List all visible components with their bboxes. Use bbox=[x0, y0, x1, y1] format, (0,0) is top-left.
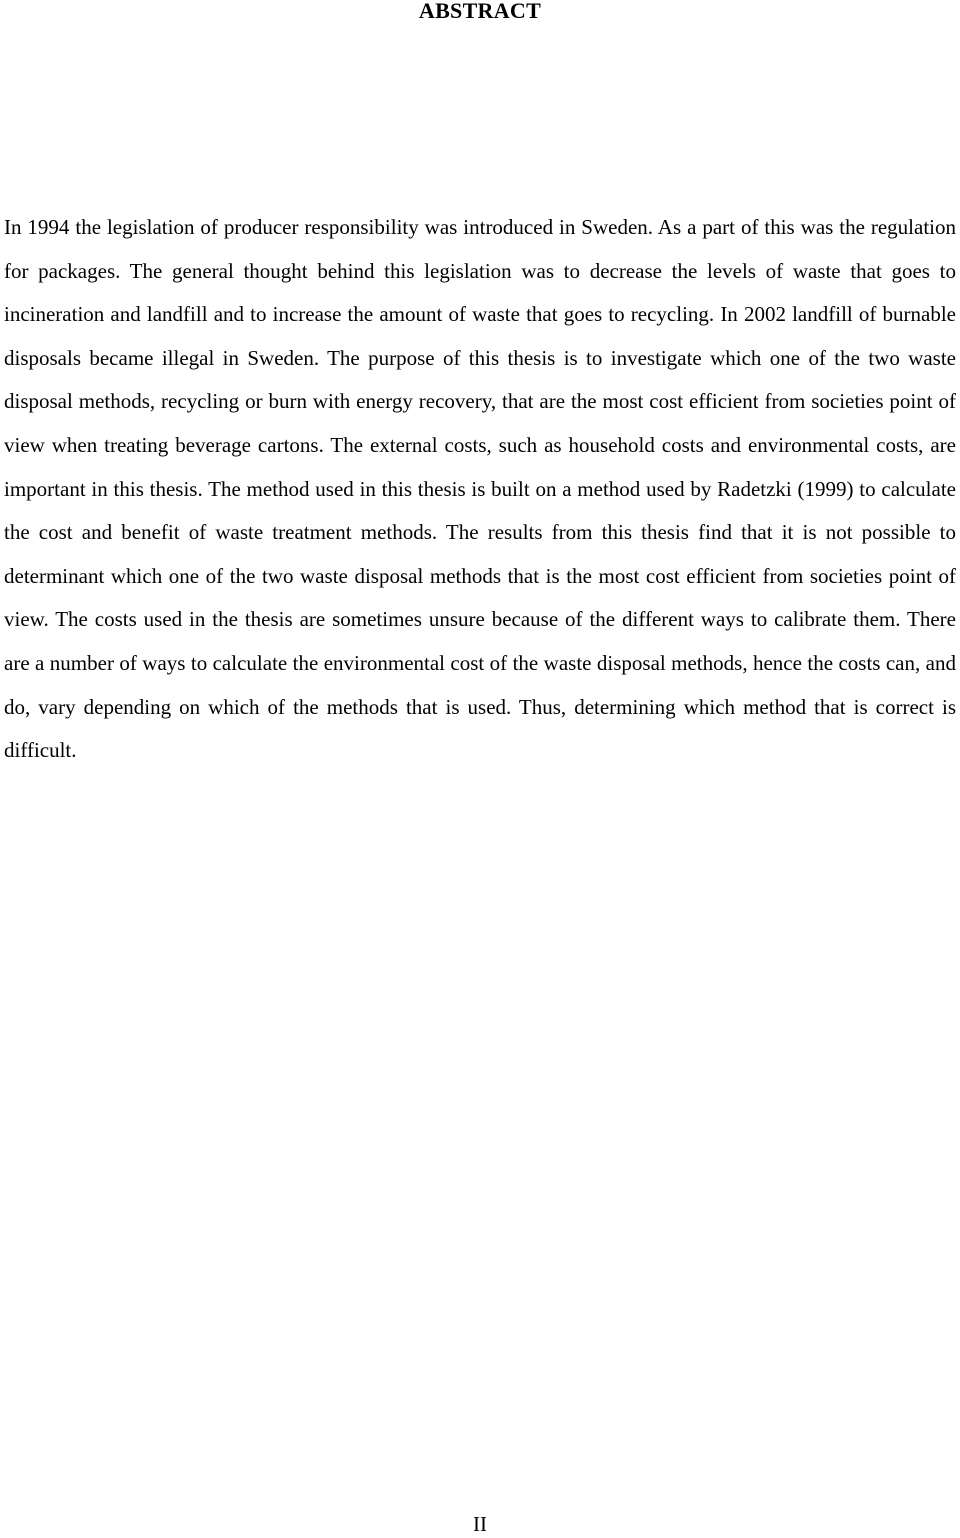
abstract-heading: ABSTRACT bbox=[418, 0, 542, 23]
page-number: II bbox=[473, 1512, 487, 1536]
abstract-paragraph: In 1994 the legislation of producer responsibility was introduced in Sweden. As a part of this was the regulation for packages. The general thought behind this legislation was to decrease the levels of waste that goes to incineration and landfill and to increase the amount of waste that goes to recycling. In 2002 landfill of burnable disposals became illegal in Sweden. The purpose of this thesis is to investigate which one of the two waste disposal methods, recycling or burn with energy recovery, that are the most cost efficient from societies point of view when treating beverage cartons. The external costs, such as household costs and environmental costs, are important in this thesis. The method used in this thesis is built on a method used by Radetzki (1999) to calculate the cost and benefit of waste treatment methods. The results from this thesis find that it is not possible to determinant which one of the two waste disposal methods that is the most cost efficient from societies point of view. The costs used in the thesis are sometimes unsure because of the different ways to calibrate them. There are a number of ways to calculate the environmental cost of the waste disposal methods, hence the costs can, and do, vary depending on which of the methods that is used. Thus, determining which method that is correct is difficult. bbox=[4, 215, 956, 763]
